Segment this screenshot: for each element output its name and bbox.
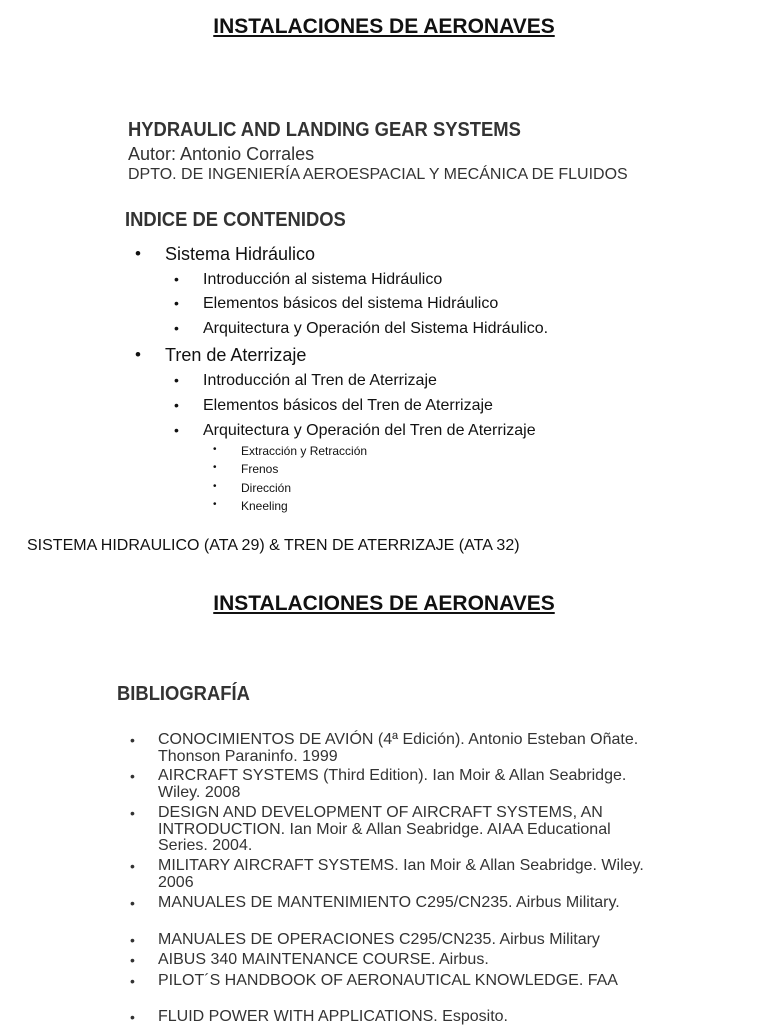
section-sistema-hidraulico: Sistema Hidráulico [165,244,316,264]
bullet: • [213,444,217,455]
bullet: • [174,397,179,413]
reference-text: FLUID POWER WITH APPLICATIONS. Esposito. [158,1008,508,1025]
bullet: • [174,422,179,438]
sub-list-item: Dirección [241,481,292,495]
bullet: • [130,895,135,911]
course-title: HYDRAULIC AND LANDING GEAR SYSTEMS [128,119,521,141]
bullet: • [135,345,141,364]
list-item: Introducción al sistema Hidráulico [203,271,443,288]
reference-text: MILITARY AIRCRAFT SYSTEMS. Ian Moir & Allan Seabridge. Wiley. 2006 [158,857,644,891]
list-item: Arquitectura y Operación del Tren de Aterrizaje [203,422,536,439]
bullet: • [130,858,135,874]
section-tren-de-aterrizaje: Tren de Aterrizaje [165,345,307,365]
index-heading: INDICE DE CONTENIDOS [125,209,346,231]
bullet: • [174,320,179,336]
bullet: • [174,372,179,388]
bullet: • [213,462,217,473]
bullet: • [135,244,141,263]
sub-list-item: Kneeling [241,499,288,513]
bullet: • [130,768,135,784]
bullet: • [213,481,217,492]
list-item: Introducción al Tren de Aterrizaje [203,372,437,389]
sub-list-item: Frenos [241,462,279,476]
bullet: • [174,295,179,311]
author: Autor: Antonio Corrales [128,144,315,164]
slide1-title: INSTALACIONES DE AERONAVES [213,15,555,38]
list-item: Elementos básicos del sistema Hidráulico [203,295,499,312]
reference-text: MANUALES DE OPERACIONES C295/CN235. Airbus Military [158,931,600,948]
reference-text: MANUALES DE MANTENIMIENTO C295/CN235. Airbus Military. [158,894,620,911]
list-item: Elementos básicos del Tren de Aterrizaje [203,397,493,414]
reference-text: CONOCIMIENTOS DE AVIÓN (4ª Edición). Antonio Esteban Oñate. Thonson Paraninfo. 1999 [158,731,639,765]
sub-list-item: Extracción y Retracción [241,444,368,458]
bullet: • [130,932,135,948]
slide-footer: SISTEMA HIDRAULICO (ATA 29) & TREN DE ATERRIZAJE (ATA 32) [27,537,520,554]
bullet: • [130,952,135,968]
bullet: • [213,499,217,510]
reference-text: AIRCRAFT SYSTEMS (Third Edition). Ian Moir & Allan Seabridge. Wiley. 2008 [158,767,627,801]
department: DPTO. DE INGENIERÍA AEROESPACIAL Y MECÁNICA DE FLUIDOS [128,166,628,183]
bullet: • [130,805,135,821]
bullet: • [130,973,135,989]
bullet: • [130,732,135,748]
slide2-title: INSTALACIONES DE AERONAVES [213,592,555,615]
reference-text: AIBUS 340 MAINTENANCE COURSE. Airbus. [158,951,489,968]
reference-text: DESIGN AND DEVELOPMENT OF AIRCRAFT SYSTEMS, AN INTRODUCTION. Ian Moir & Allan Seabridge. AIAA Educational Series. 2004. [158,804,611,854]
list-item: Arquitectura y Operación del Sistema Hidráulico. [203,320,549,337]
bibliography-heading: BIBLIOGRAFÍA [117,683,250,705]
bullet: • [174,271,179,287]
bullet: • [130,1009,135,1025]
reference-text: PILOT´S HANDBOOK OF AERONAUTICAL KNOWLEDGE. FAA [158,972,618,989]
